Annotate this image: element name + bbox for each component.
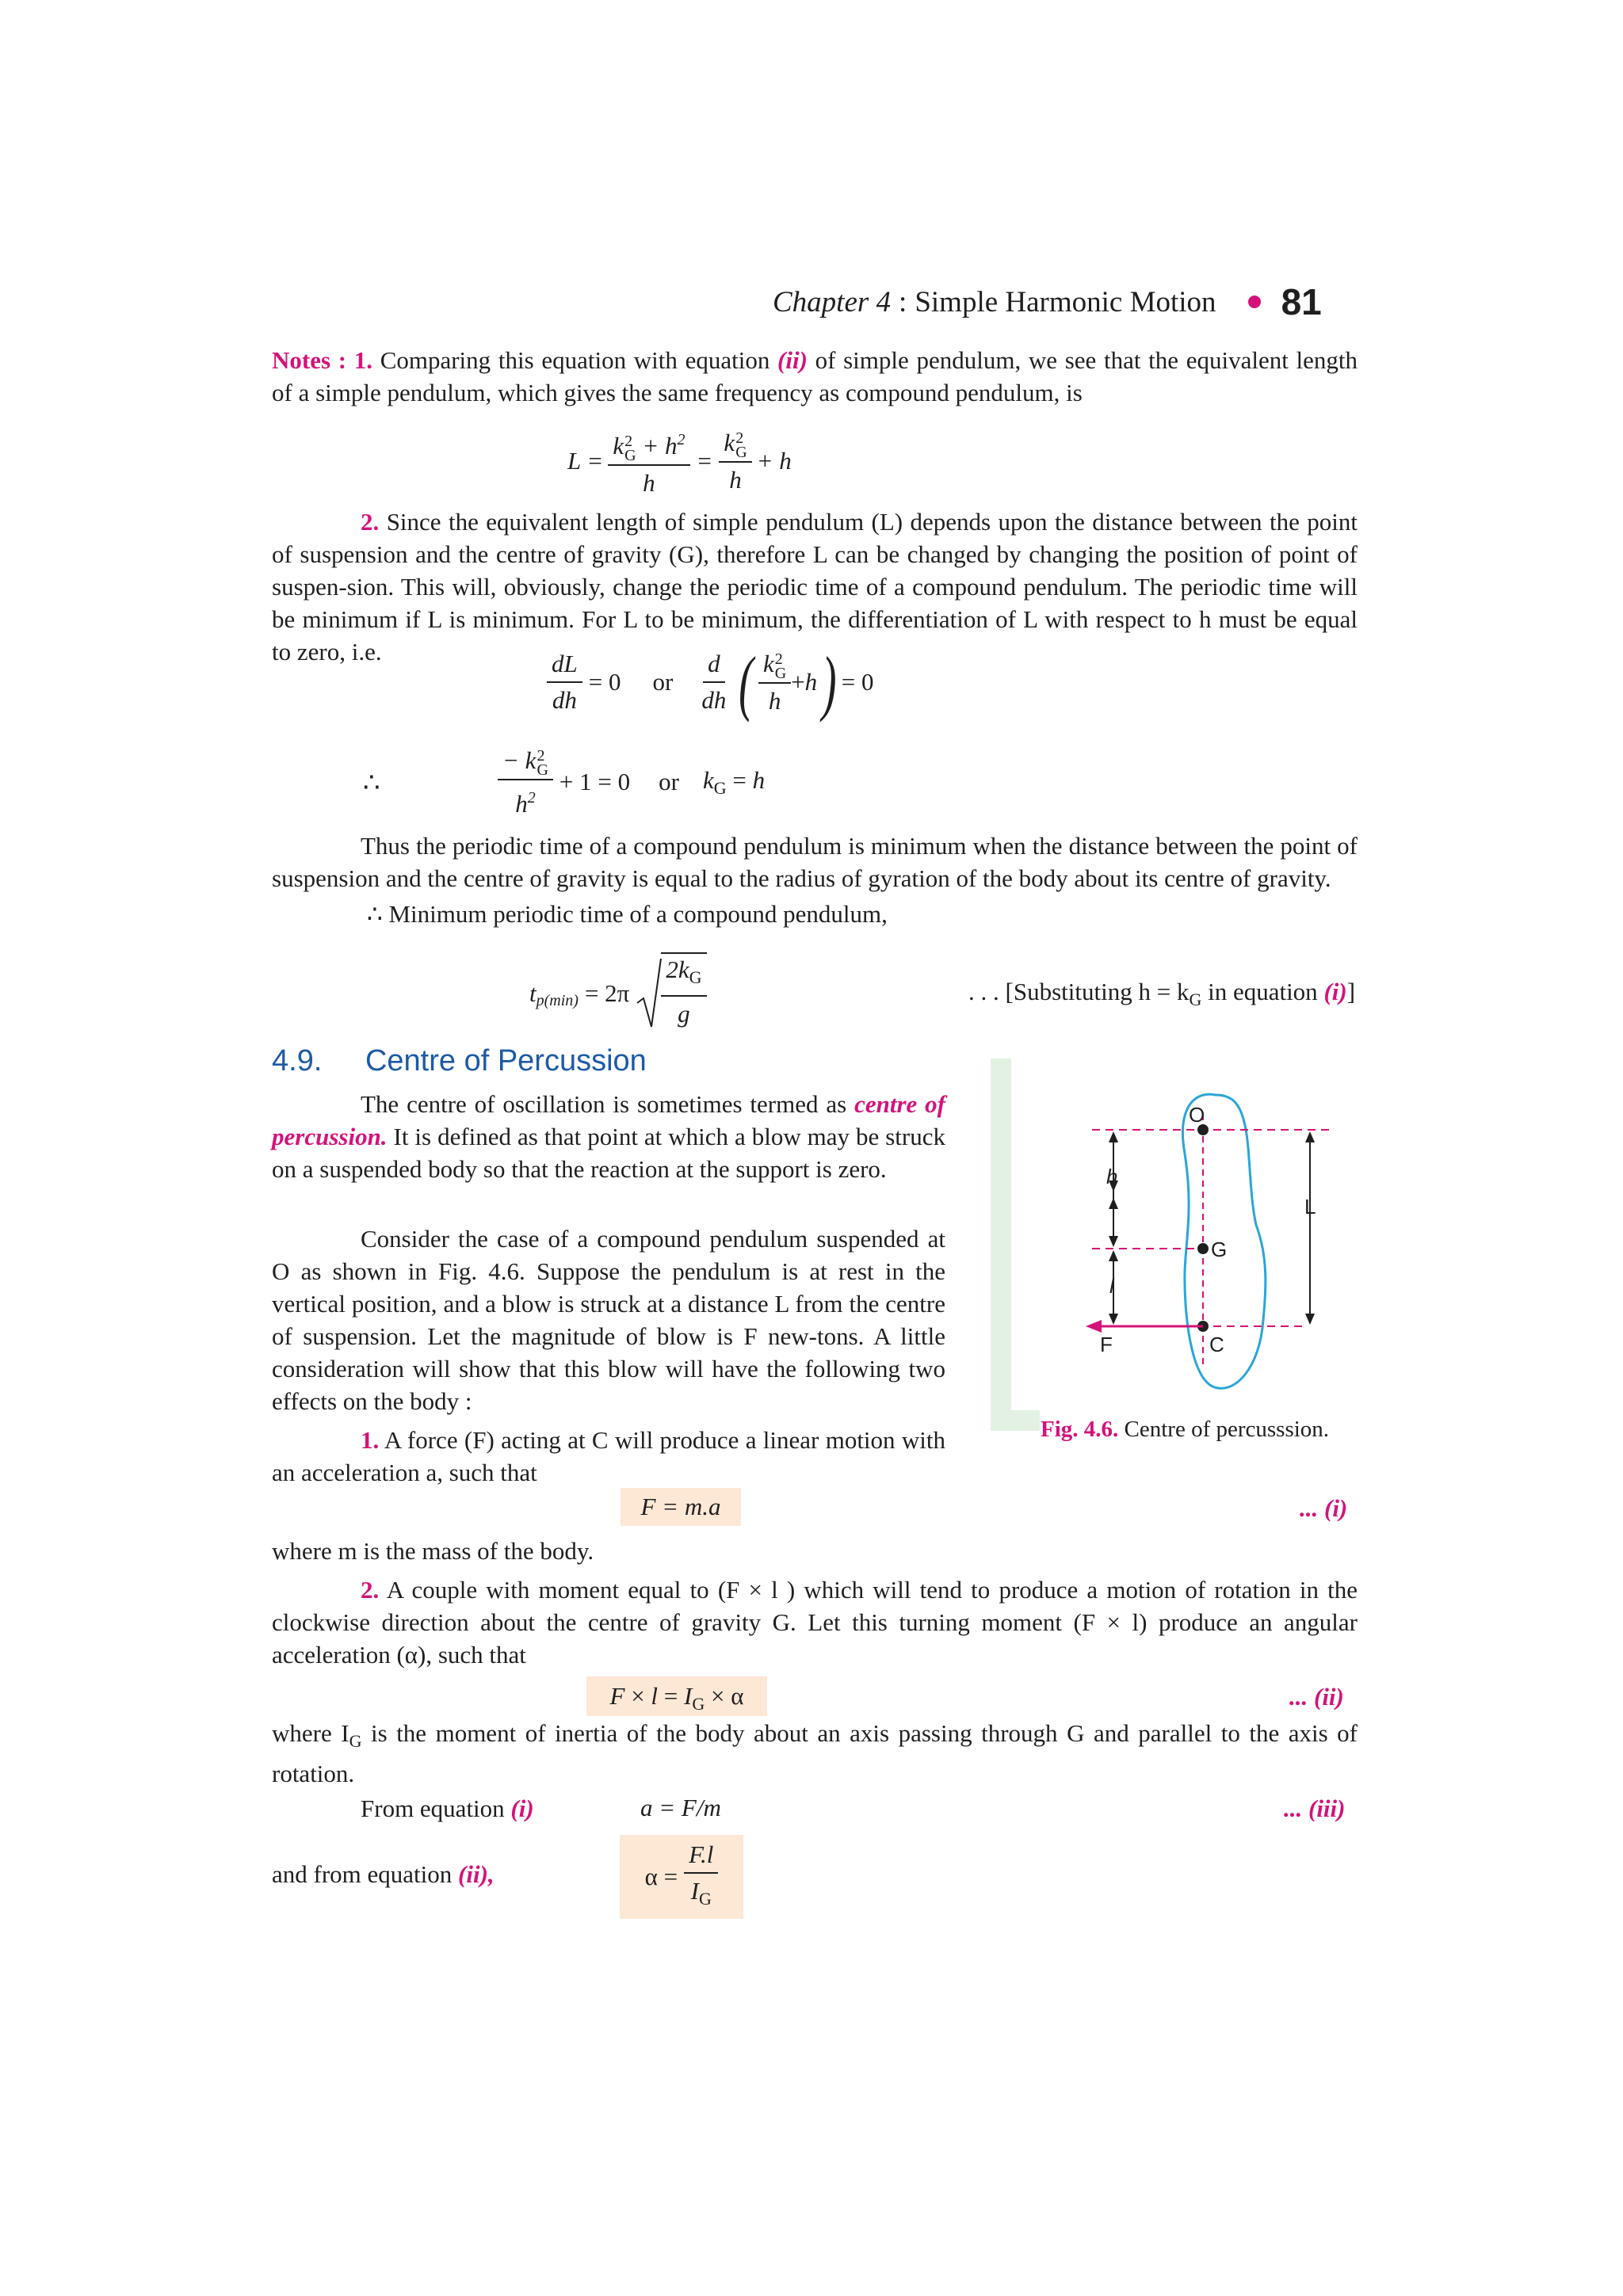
where-IG-paragraph: where $I_G$ is the moment of inertia of the body about an axis passing through G and parallel to the axis of rotation. — [272, 1719, 1358, 1787]
page-header — [773, 282, 1322, 322]
from-equation-line: From equation (i) — [361, 1794, 534, 1822]
where-m-line: where m is the mass of the body. — [272, 1537, 594, 1565]
compound-pendulum-diagram — [991, 1058, 1363, 1439]
note-1: Notes : 1. Comparing this equation with equation (ii) of simple pendulum, we see that the equivalent length of a simple pendulum, which gives the same frequency as compound pendulum, is — [272, 346, 1358, 406]
caption-label: Fig. 4.6. — [1041, 1417, 1119, 1442]
section-heading — [272, 1044, 647, 1078]
section-title: Centre of Percussion — [365, 1044, 647, 1077]
label-l: l — [1109, 1274, 1114, 1298]
term-centre-of-percussion: centre of percussion. — [272, 1090, 946, 1150]
equation-i-ref: ... (i) — [1300, 1494, 1348, 1522]
equation-iii: a = F/m — [640, 1794, 721, 1821]
point-G — [1197, 1243, 1209, 1254]
figure-frame-horizontal — [991, 1410, 1040, 1431]
figure-4-6 — [991, 1058, 1363, 1439]
label-C: C — [1209, 1333, 1224, 1356]
equation-iii-ref: ... (iii) — [1284, 1794, 1346, 1822]
label-O: O — [1189, 1103, 1205, 1127]
label-h: h — [1106, 1165, 1118, 1188]
header-separator: : — [899, 285, 907, 318]
equation-alpha-box: α = $\frac{F.l}{I_G}$ — [620, 1835, 743, 1919]
label-L: L — [1304, 1195, 1316, 1219]
label-F: F — [1100, 1333, 1113, 1356]
label-G: G — [1211, 1238, 1228, 1261]
force-arrow-head — [1086, 1320, 1102, 1333]
minimum-time-paragraph: Thus the periodic time of a compound pendulum is minimum when the distance between the point of suspension and the centre of gravity is equal to the radius of gyration of the body about its centre of gravity. — [272, 832, 1358, 892]
equation-derivative: $\frac{dL}{dh}$ = 0 or $\frac{d}{dh}$ ( k 2 G h + h ) = 0 — [547, 648, 874, 717]
equation-L: L = k 2 G + $h^2$ h = k 2 G h + h — [567, 424, 792, 499]
equation-i-box: F = m.a — [621, 1488, 741, 1526]
section-paragraph-2: Consider the case of a compound pendulum suspended at O as shown in Fig. 4.6. Suppose the pendulum is at rest in the vertical position, and a blow is struck at a distance L from the centre of suspension. Let the magnitude of blow is F new-tons. A little consideration will show that this blow will have the following two effects on the body : — [272, 1225, 945, 1415]
equation-ii-box: $F \times l = I_G \times \alpha$ — [586, 1676, 767, 1716]
note-2: 2. Since the equivalent length of simple pendulum (L) depends upon the distance between the point of suspension and the centre of gravity (G), therefore L can be changed by changing the position of point of suspen-sion. This will, obviously, change the periodic time of a compound pendulum. The periodic time will be minimum if L is minimum. For L to be minimum, the differentiation of L with respect to h must be equal to zero, i.e. — [272, 508, 1358, 666]
substitution-note: . . . [Substituting $h = k_G$ in equation (i)] — [968, 978, 1356, 1009]
section-paragraph-1: The centre of oscillation is sometimes termed as centre of percussion. It is defined as that point at which a blow may be struck on a suspended body so that the reaction at the support is zero. — [272, 1090, 946, 1183]
equation-kg-equals-h: − k 2 G $h^2$ + 1 = 0 or $k_G = h$ — [498, 745, 765, 820]
note-2-number: 2. — [361, 508, 380, 536]
figure-caption — [1041, 1413, 1329, 1446]
equation-ref: (ii) — [777, 346, 808, 374]
page-number: 81 — [1281, 281, 1322, 322]
chapter-label: Chapter 4 — [773, 285, 892, 318]
figure-frame-vertical — [991, 1058, 1011, 1431]
caption-text: Centre of percusssion. — [1124, 1417, 1330, 1442]
chapter-title: Simple Harmonic Motion — [915, 285, 1216, 318]
item-1: 1. A force (F) acting at C will produce a linear motion with an acceleration a, such that — [272, 1426, 945, 1486]
sqrt-symbol — [636, 957, 663, 1030]
section-number: 4.9. — [272, 1044, 323, 1077]
header-bullet — [1248, 296, 1261, 308]
item-2: 2. A couple with moment equal to (F × l ) which will tend to produce a motion of rotation in the clockwise direction about the centre of gravity G. Let this turning moment (F × l) produce an angular acceleration (α), such that — [272, 1576, 1358, 1669]
equation-tp-min: t p(min) = 2π $\frac{2k_G}{g}$ — [529, 957, 707, 1030]
and-from-equation-line: and from equation (ii), — [272, 1860, 495, 1888]
therefore-symbol: ∴ — [363, 769, 380, 798]
min-periodic-line: ∴ Minimum periodic time of a compound pendulum, — [367, 900, 888, 928]
notes-label: Notes : 1. — [272, 346, 372, 374]
equation-ii-ref: ... (ii) — [1289, 1683, 1344, 1711]
